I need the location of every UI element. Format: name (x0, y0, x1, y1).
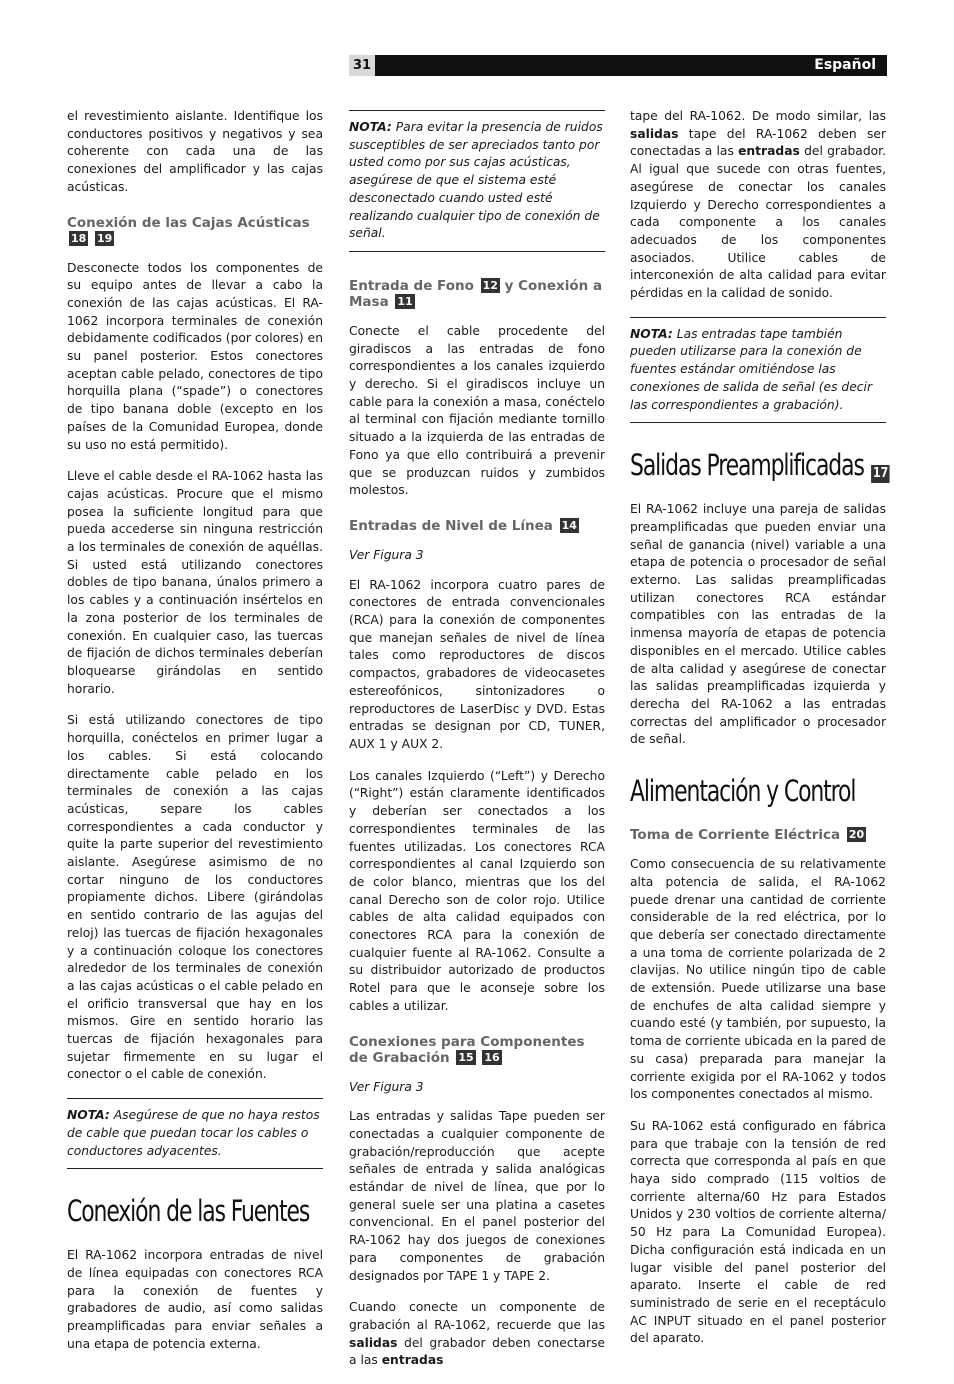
paragraph: El RA-1062 incluye una pareja de salidas preamplificadas que pueden enviar una señal de ganancia (nivel) variable a una etapa de potencia o procesador de señal externo. Las salidas preamplificadas utilizan conectores RCA estándar compatibles con las entradas de la inmensa mayoría de etapas de potencia disponibles en el mercado. Utilice cables de alta calidad y asegúrese de conectar las salidas preamplificadas izquierda y derecha del RA-1062 a las entradas correctas del amplificador o procesador de señal. (630, 502, 886, 747)
section-heading-speaker-connection (67, 215, 323, 247)
section-heading-ac-power (630, 827, 886, 843)
paragraph: tape del RA-1062. De modo similar, las salidas tape del RA-1062 deben ser conectadas a las entradas del grabador. Al igual que sucede con otras fuentes, asegúrese de conectar los canales Izquierdo y Derecho correspondientes a cada componente a los canales adecuados de los componentes asociados. Utilice cables de interconexión de alta calidad para evitar pérdidas en la calidad de sonido. (630, 109, 886, 301)
section-heading-recording (349, 1034, 605, 1066)
heading-text: Toma de Corriente Eléctrica (630, 827, 841, 844)
note-box (349, 110, 605, 252)
heading-text: Conexión de las Cajas Acústicas (67, 214, 310, 231)
section-title-power-control: Alimentación y Control (630, 774, 856, 809)
callout-badge: 18 (71, 231, 87, 245)
note-box (630, 317, 886, 424)
section-heading-line-inputs (349, 518, 605, 534)
callout-badge: 16 (484, 1050, 500, 1064)
note-label: NOTA: (630, 326, 673, 341)
heading-text: Entrada de Fono (349, 277, 474, 294)
column-3 (630, 108, 889, 1362)
column-2 (349, 110, 605, 1384)
callout-badge: 19 (97, 231, 113, 245)
callout-badge: 14 (561, 518, 577, 532)
paragraph: Conecte el cable procedente del giradiscos a las entradas de fono correspondientes a los canales izquierdo y derecho. Si el giradiscos incluye un cable para la conexión a masa, conéctelo al terminal con fijación mediante tornillo situado a la izquierda de las entradas de Fono ya que ello contribuirá a prevenir que se produzcan ruidos y zumbidos molestos. (349, 323, 605, 498)
figure-reference: Ver Figura 3 (349, 547, 424, 562)
section-title-sources: Conexión de las Fuentes (67, 1194, 310, 1229)
paragraph: Como consecuencia de su relativamente alta potencia de salida, el RA-1062 puede drenar una cantidad de corriente considerable de la red eléctrica, por lo que debería ser conectado directamente a una toma de corriente polarizada de 2 clavijas. No utilice ningún tipo de cable de extensión. Puede utilizarse una base de enchufes de alta calidad siempre y cuando esté (y también, por supuesto, la toma de corriente ubicada en la pared de su casa) preparada para manejar la corriente exigida por el RA-1062 y todos los componentes conectados al mismo. (630, 857, 886, 1102)
heading-text: Conexiones para Componentes de Grabación (349, 1033, 585, 1066)
note-label: NOTA: (67, 1108, 110, 1123)
section-title-preamp-outputs (630, 447, 889, 483)
callout-badge: 12 (482, 278, 498, 292)
callout-badge: 15 (458, 1050, 474, 1064)
paragraph: Los canales Izquierdo (“Left”) y Derecho (“Right”) están claramente identificados y deberían ser conectados a los correspondientes terminales de las fuentes utilizadas. Los conectores RCA correspondientes al canal Izquierdo son de color blanco, mientras que los del canal Derecho son de color rojo. Utilice cables de alta calidad equipados con conectores RCA para la conexión de cualquier fuente al RA-1062. Consulte a su distribuidor autorizado de productos Rotel para que le aconseje sobre los cables a utilizar. (349, 768, 605, 1013)
paragraph: Cuando conecte un componente de grabación al RA-1062, recuerde que las salidas del grabador deben conectarse a las entradas (349, 1300, 605, 1368)
note-box (67, 1098, 323, 1169)
paragraph: Si está utilizando conectores de tipo horquilla, conéctelos en primer lugar a los cables. Si está colocando directamente cable pelado en los terminales de conexión a las cajas acústicas, separe los cables correspondientes a cada conductor y quite la parte superior del revestimiento aislante. Asegúrese asimismo de no cortar ninguno de los conductores propiamente dichos. Libere (girándolas en sentido contrario de las agujas del reloj) las tuercas de fijación hexagonales y a continuación coloque los conectores alrededor de los terminales de conexión a las cajas acústicas o el cable pelado en el orificio transversal que hay en los mismos. Gire en sentido horario las tuercas de fijación hexagonales para sujetar firmemente en su lugar el conector o el cable de conexión. (67, 713, 323, 1082)
note-text: Para evitar la presencia de ruidos susceptibles de ser apreciados tanto por usted como por sus cajas acústicas, asegúrese de que el sistema esté desconectado cuando usted esté realizando cualquier tipo de conexión de señal. (349, 120, 603, 241)
paragraph: Lleve el cable desde el RA-1062 hasta las cajas acústicas. Procure que el mismo posea la suficiente longitud para que pueda accederse sin ninguna restricción a los terminales de conexión de aquéllas. Si usted está utilizando conectores dobles de tipo banana, únalos primero a los cables y a continuación insértelos en la zona posterior de los terminales de conexión. En cualquier caso, las tuercas de fijación de dichos terminales deberían bloquearse girándolas en sentido horario. (67, 469, 323, 696)
section-heading-phono-input (349, 278, 605, 310)
callout-badge: 20 (848, 828, 865, 842)
page-header-bar (349, 55, 887, 76)
callout-badge: 11 (397, 294, 413, 308)
figure-reference: Ver Figura 3 (349, 1079, 424, 1094)
note-label: NOTA: (349, 120, 392, 134)
paragraph: Las entradas y salidas Tape pueden ser conectadas a cualquier componente de grabación/reproducción que acepte señales de entrada y salida analógicas estándar de nivel de línea, que por lo general suele ser una platina a casetes convencional. En el panel posterior del RA-1062 hay dos juegos de conexiones para componentes de grabación designados por TAPE 1 y TAPE 2. (349, 1109, 605, 1283)
paragraph: Desconecte todos los componentes de su equipo antes de llevar a cabo la conexión de las cajas acústicas. El RA-1062 incorpora terminales de conexión debidamente codificados (por colores) en su panel posterior. Estos conectores aceptan cable pelado, conectores de tipo horquilla plana (“spade”) o conectores de tipo banana doble (excepto en los países de la Comunidad Europea, donde su uso no está permitido). (67, 260, 323, 452)
heading-text: Entradas de Nivel de Línea (349, 517, 553, 534)
heading-text: y Conexión a Masa (349, 277, 603, 310)
paragraph: el revestimiento aislante. Identifique los conductores positivos y negativos y sea coherente con cada una de las conexiones del amplificador y las cajas acústicas. (67, 109, 323, 194)
callout-badge: 17 (873, 466, 889, 482)
language-label: Español (814, 57, 876, 73)
note-text: Las entradas tape también pueden utilizarse para la conexión de fuentes estándar omitiéndose las conexiones de salida de señal (es decir las correspondientes a grabación). (630, 326, 873, 412)
note-text: Asegúrese de que no haya restos de cable que puedan tocar los cables o conductores adyacentes. (67, 1108, 320, 1158)
page-number: 31 (349, 55, 375, 76)
paragraph: El RA-1062 incorpora entradas de nivel de línea equipadas con conectores RCA para la conexión de fuentes y grabadores de audio, así como salidas preamplificadas para enviar señales a una etapa de potencia externa. (67, 1248, 323, 1351)
column-1 (67, 108, 323, 1367)
paragraph: El RA-1062 incorpora cuatro pares de conectores de entrada convencionales (RCA) para la conexión de componentes que manejan señales de nivel de línea tales como reproductores de discos compactos, grabadores de videocasetes estereofónicos, sintonizadores o reproductores de LaserDisc y DVD. Estas entradas se designan por CD, TUNER, AUX 1 y AUX 2. (349, 577, 605, 751)
heading-text: Salidas Preamplificadas (630, 448, 864, 483)
paragraph: Su RA-1062 está configurado en fábrica para que trabaje con la tensión de red correcta que corresponda al país en que haya sido comprado (115 voltios de corriente alterna/60 Hz para Estados Unidos y 230 voltios de corriente alterna/ 50 Hz para La Comunidad Europea). Dicha configuración está indicada en un lugar visible del panel posterior del aparato. Inserte el cable de red suministrado de serie en el receptáculo AC INPUT situado en el panel posterior del aparato. (630, 1118, 886, 1346)
